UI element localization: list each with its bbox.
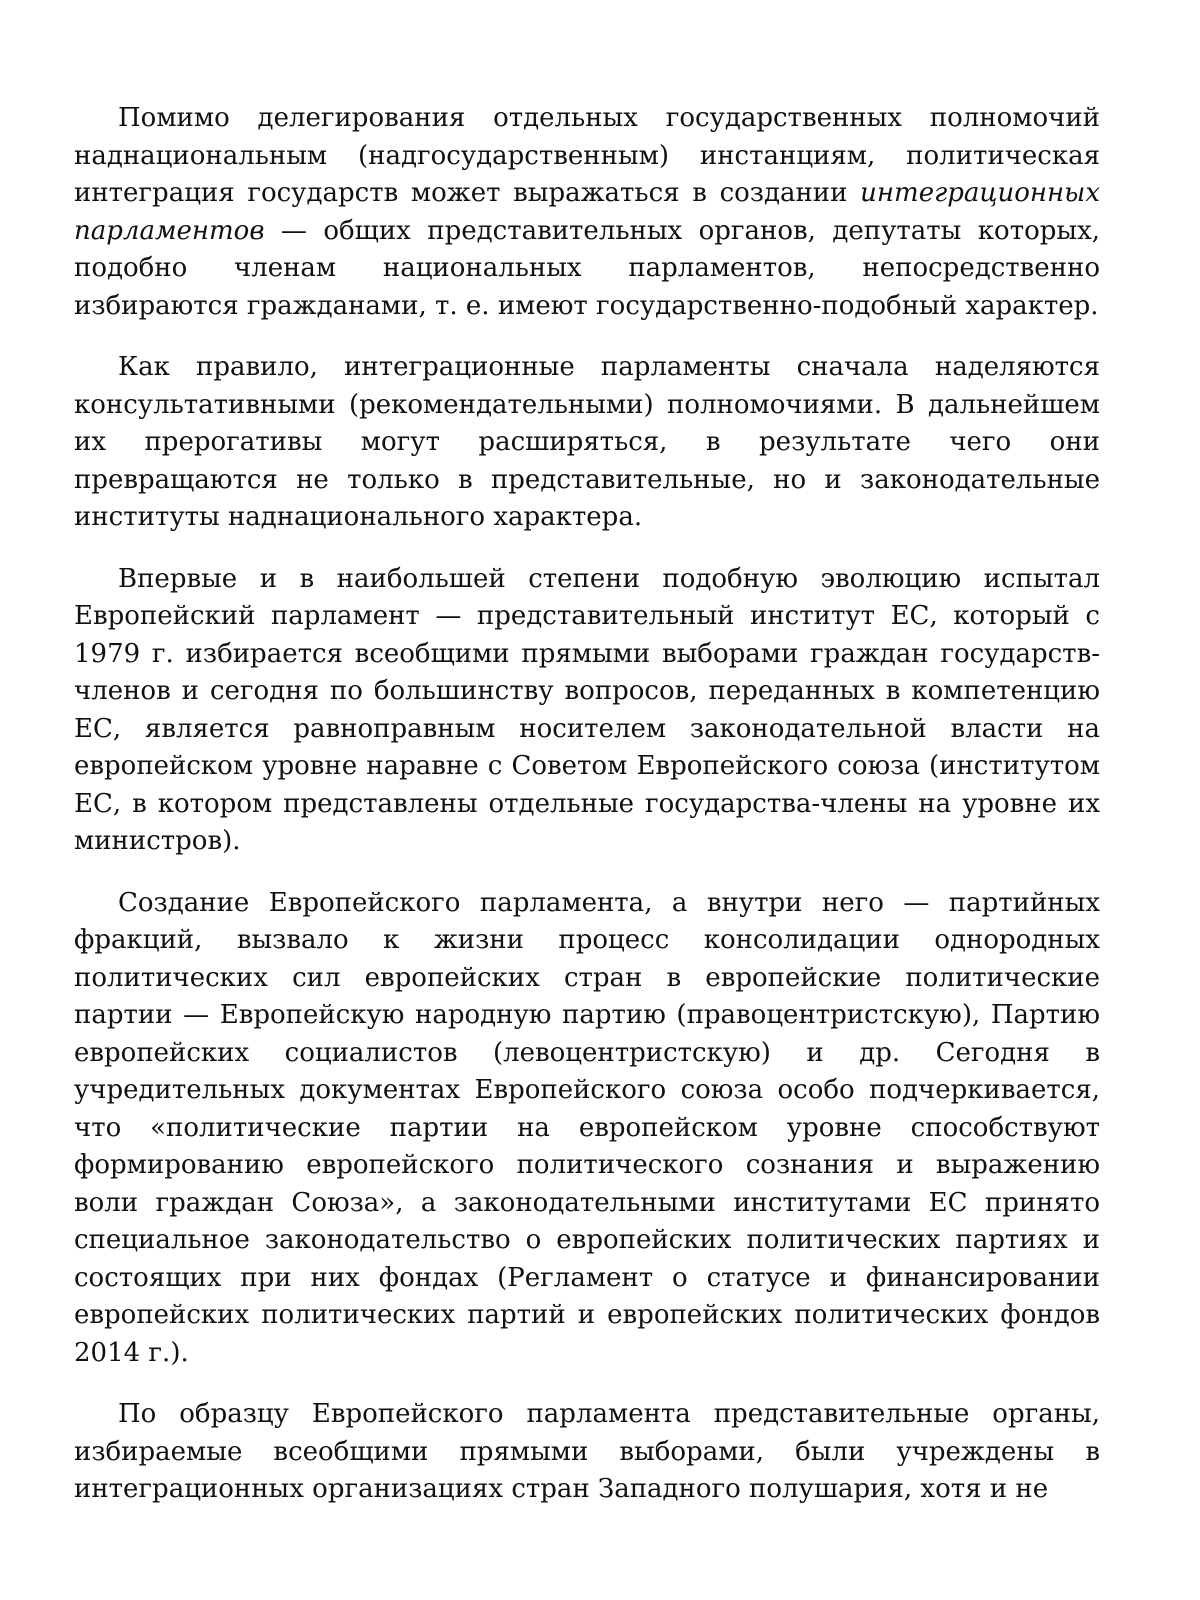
italic-term: интеграционных парламентов: [74, 178, 1100, 246]
paragraph-text: Помимо делегирования отдельных государственных полномочий наднациональным (надгосударственным) инстанциям, политическая интеграция государств может выражаться в создании: [74, 103, 1100, 208]
paragraph-text: — общих представительных органов, депутаты которых, подобно членам национальных парламентов, непосредственно избираются гражданами, т. е. имеют государственно-подобный характер.: [74, 215, 1100, 321]
paragraph-european-parliament: Впервые и в наибольшей степени подобную эволюцию испытал Европейский парламент — представительный институт ЕС, который с 1979 г. избирается всеобщими прямыми выборами граждан государств-членов и сегодня по большинству вопросов, переданных в компетенцию ЕС, является равноправным носителем законодательной власти на европейском уровне наравне с Советом Европейского союза (институтом ЕС, в котором представлены отдельные государства-члены на уровне их министров).: [74, 563, 1100, 856]
document-page: [74, 100, 1100, 1533]
paragraph-consultative-powers: Как правило, интеграционные парламенты сначала наделяются консультативными (рекомендательными) полномочиями. В дальнейшем их прерогативы могут расширяться, в результате чего они превращаются не только в представительные, но и законодательные институты наднационального характера.: [74, 352, 1100, 532]
paragraph-european-parties: Создание Европейского парламента, а внутри него — партийных фракций, вызвало к жизни процесс консолидации однородных политических сил европейских стран в европейские политические партии — Европейскую народную партию (правоцентристскую), Партию европейских социалистов (левоцентристскую) и др. Сегодня в учредительных документах Европейского союза особо подчеркивается, что «политические партии на европейском уровне способствуют формированию европейского политического сознания и выражению воли граждан Союза», а законодательными институтами ЕС принято специальное законодательство о европейских политических партиях и состоящих при них фондах (Регламент о статусе и финансировании европейских политических партий и европейских политических фондов 2014 г.).: [74, 887, 1100, 1368]
paragraph-western-hemisphere: По образцу Европейского парламента представительные органы, избираемые всеобщими прямыми выборами, были учреждены в интеграционных организациях стран Западного полушария, хотя и не: [74, 1399, 1100, 1504]
paragraph-integration-parliaments: [74, 100, 1100, 325]
